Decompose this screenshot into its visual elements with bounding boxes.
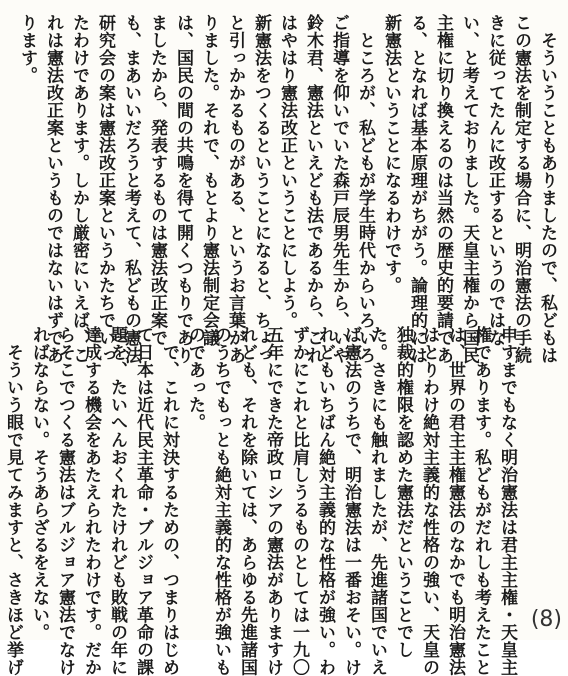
text-column: 主権に切り換えるのは当然の歴史的要請であ [433,14,453,364]
text-column: 研究会の案は憲法改正案というかたちでいっ [95,14,115,364]
text-column: のであった。 [185,326,205,431]
text-column: そういうこともありましたので、私どもは [537,14,557,364]
text-column: で、これに対決するための、つまりはじめ [159,326,179,676]
text-column: りました。それで、もとより憲法制定会議 [199,14,219,347]
text-column: 新憲法ということになるわけです。 [381,14,401,294]
bottom-text-block [3,326,520,676]
text-column: ずかにこれと比肩しうるものとしては一九〇 [289,326,309,676]
text-column: のうちでもっとも絶対主義的な性格が強いも [211,326,231,676]
text-column: 申すまでもなく明治憲法は君主主権・天皇主 [497,326,517,676]
text-column: も、まあいいだろうと考えて、私どもの憲法 [121,14,141,364]
text-column: い、と考えておりました。天皇主権から国民 [459,14,479,364]
text-column: たわけであります。しかし厳密にいえば、こ [69,14,89,364]
text-column: そういう眼で見てみますと、さきほど挙げ [3,326,23,676]
text-column: はやはり憲法改正ということにしよう。 [277,14,297,329]
text-column: た。さきにも触れましたが、先進諸国でいえ [367,326,387,676]
text-column: れども、それを除いては、あらゆる先進諸国 [237,326,257,676]
text-column: 独裁的権限を認めた憲法だということでし [393,326,413,659]
text-column: 五年にできた帝政ロシアの憲法がありますけ [263,326,283,676]
text-column: 鈴木君、憲法といえども法であるから、これ [303,14,323,364]
text-column: 題を、たいへんおくれたけれども敗戦の年に [107,326,127,676]
text-column: きに従ってたんに改正するというのではな [485,14,505,347]
text-column: はとりわけ絶対主義的な性格の強い、天皇の [419,326,439,676]
text-column: ご指導を仰いでいた森戸辰男先生から、いや [329,14,349,364]
text-column: ところが、私どもが学生時代からいろいろ [355,14,375,364]
text-column: 達成する機会をあたえられたわけです。だか [81,326,101,676]
text-column: 権であります。私どもがだれしも考えたこと [471,326,491,676]
text-column: れは憲法改正案というものではないはずであ [43,14,63,364]
text-column: 新憲法をつくるということになると、ちょっ [251,14,271,364]
text-column: この憲法を制定する場合に、明治憲法の手続 [511,14,531,364]
text-column: ましたから、発表するものは憲法改正案で [147,14,167,347]
text-column: ば憲法のうちで、明治憲法は一番おそい。け [341,326,361,676]
page-number: (8) [530,607,562,632]
text-column: る、となれば基本原理がちがう。論理的には [407,14,427,364]
text-column: ります。 [17,14,37,84]
text-column: ればならない。そうあらざるをえない。 [29,326,49,641]
text-column: は、世界の君主主権憲法のなかでも明治憲法 [445,326,465,676]
text-column: は、国民の間の共鳴を得て開くつもりであり [173,14,193,364]
text-column: と引っかかるものがある、というお言葉があ [225,14,245,364]
top-text-block [17,14,560,364]
text-column: て日本は近代民主革命・ブルジョア革命の課 [133,326,153,676]
column-spacer [0,14,14,314]
text-column: らそこでつくる憲法はブルジョア憲法でなけ [55,326,75,676]
text-column: れどもいちばん絶対主義的な性格が強い。わ [315,326,335,676]
